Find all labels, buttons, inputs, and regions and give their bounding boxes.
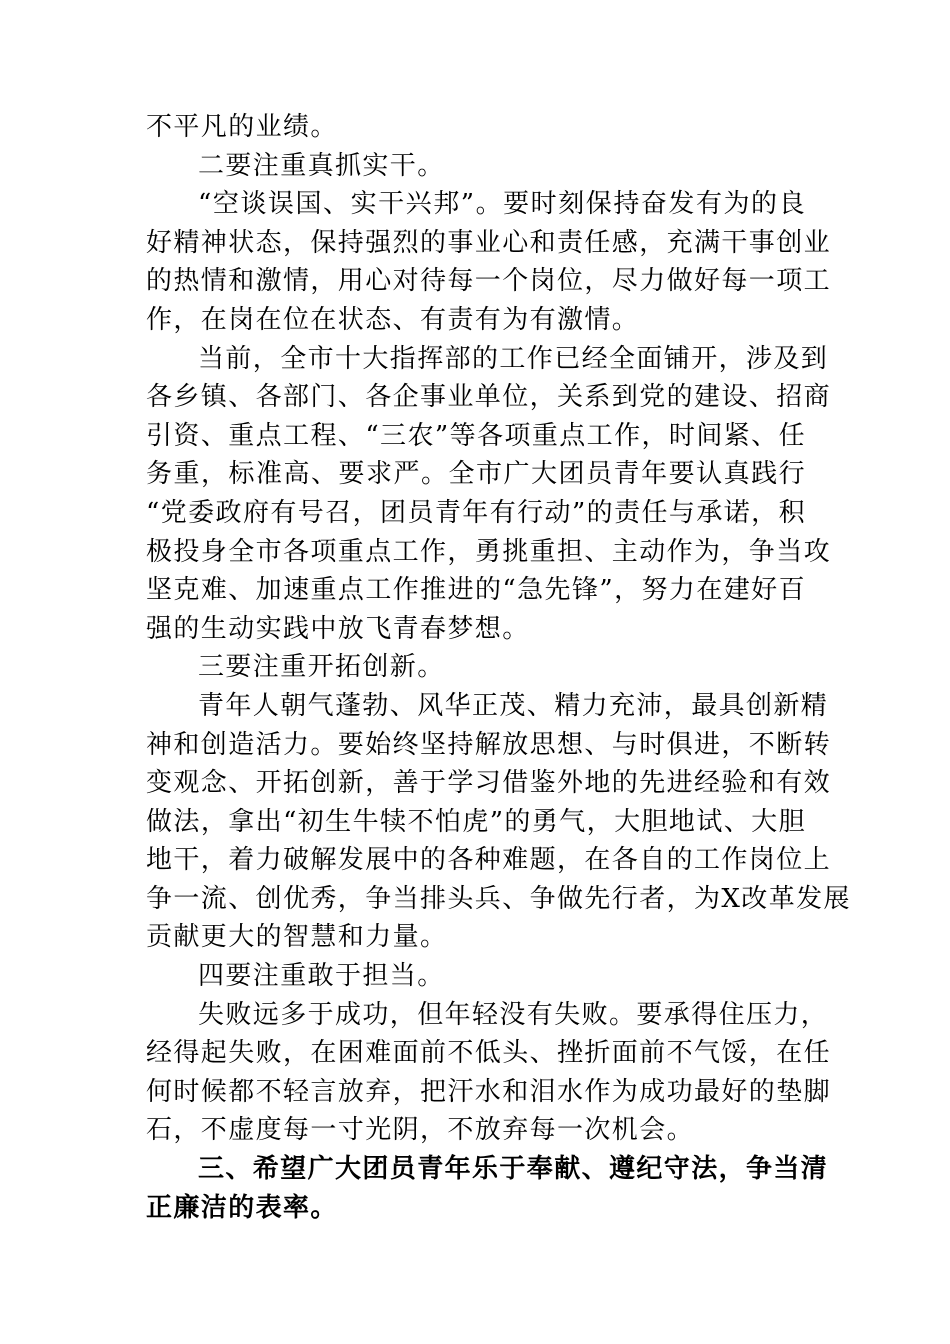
text-line: “党委政府有号召，团员青年有行动”的责任与承诺，积	[146, 497, 806, 528]
text-line: 石，不虚度每一寸光阴，不放弃每一次机会。	[146, 1115, 695, 1146]
text-line: 青年人朝气蓬勃、风华正茂、精力充沛，最具创新精	[198, 690, 829, 721]
subheading-line: 四要注重敢于担当。	[198, 961, 445, 992]
text-line: 极投身全市各项重点工作，勇挑重担、主动作为，争当攻	[146, 536, 832, 567]
section-heading-line: 正廉洁的表率。	[146, 1192, 338, 1223]
subheading-line: 二要注重真抓实干。	[198, 150, 445, 181]
document-body	[146, 108, 851, 1227]
section-heading-line: 三、希望广大团员青年乐于奉献、遵纪守法，争当清	[198, 1154, 829, 1185]
text-line: 失败远多于成功，但年轻没有失败。要承得住压力，	[198, 999, 829, 1030]
text-line: 贡献更大的智慧和力量。	[146, 922, 448, 953]
text-line: “空谈误国、实干兴邦”。要时刻保持奋发有为的良	[198, 189, 806, 220]
text-line: 当前，全市十大指挥部的工作已经全面铺开，涉及到	[198, 343, 829, 374]
text-line: 变观念、开拓创新，善于学习借鉴外地的先进经验和有效	[146, 768, 832, 799]
text-line: 坚克难、加速重点工作推进的“急先锋”，努力在建好百	[146, 575, 806, 606]
text-line: 务重，标准高、要求严。全市广大团员青年要认真践行	[146, 459, 806, 490]
text-line: 不平凡的业绩。	[146, 112, 338, 142]
text-line: 各乡镇、各部门、各企事业单位，关系到党的建设、招商	[146, 382, 832, 413]
text-line: 做法，拿出“初生牛犊不怕虎”的勇气，大胆地试、大胆	[146, 806, 806, 837]
text-line: 争一流、创优秀，争当排头兵、争做先行者，为X改革发展	[146, 883, 851, 914]
text-line: 强的生动实践中放飞青春梦想。	[146, 613, 530, 644]
text-line: 好精神状态，保持强烈的事业心和责任感，充满干事创业	[146, 227, 832, 258]
subheading-line: 三要注重开拓创新。	[198, 652, 445, 683]
text-line: 神和创造活力。要始终坚持解放思想、与时俱进，不断转	[146, 729, 832, 760]
text-line: 作，在岗在位在状态、有责有为有激情。	[146, 304, 640, 335]
text-line: 引资、重点工程、“三农”等各项重点工作，时间紧、任	[146, 420, 806, 451]
text-line: 何时候都不轻言放弃，把汗水和泪水作为成功最好的垫脚	[146, 1076, 832, 1107]
text-line: 的热情和激情，用心对待每一个岗位，尽力做好每一项工	[146, 266, 832, 297]
text-line: 地干，着力破解发展中的各种难题，在各自的工作岗位上	[146, 845, 832, 876]
text-line: 经得起失败，在困难面前不低头、挫折面前不气馁，在任	[146, 1038, 832, 1069]
